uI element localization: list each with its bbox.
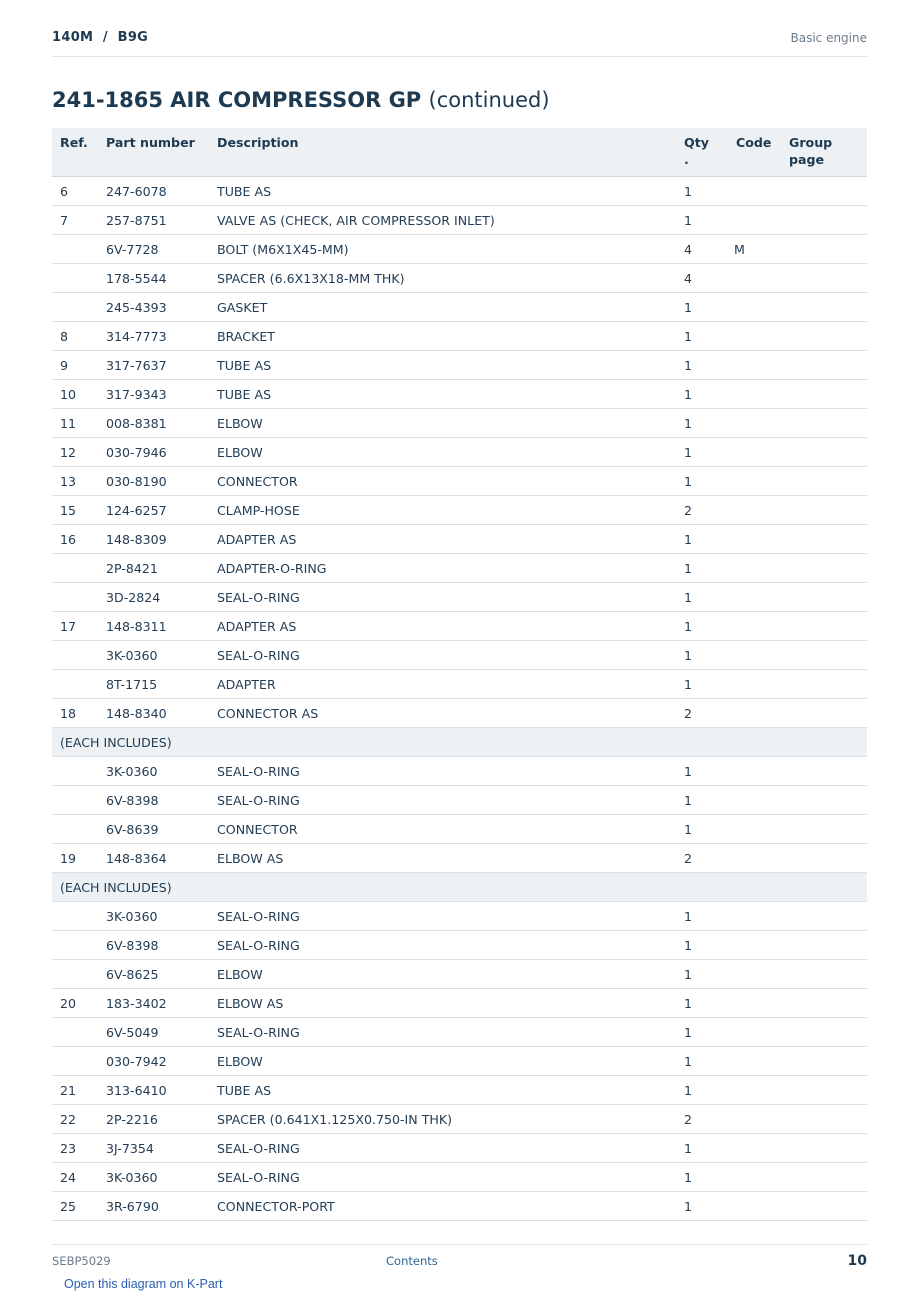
description-cell: ELBOW AS (209, 844, 682, 873)
code-cell (728, 960, 781, 989)
table-row (52, 815, 867, 844)
group-page-cell (781, 380, 867, 409)
description-cell: ELBOW AS (209, 989, 682, 1018)
description-cell: SEAL-O-RING (209, 583, 682, 612)
qty-cell: 1 (682, 989, 728, 1018)
ref-cell: 16 (52, 525, 98, 554)
page-title (52, 88, 550, 112)
part-number-cell: 6V-8639 (98, 815, 209, 844)
code-cell (728, 931, 781, 960)
table-row (52, 902, 867, 931)
col-code-header: Code (728, 128, 781, 177)
code-cell (728, 699, 781, 728)
group-page-cell (781, 235, 867, 264)
code-cell (728, 844, 781, 873)
table-row (52, 583, 867, 612)
ref-cell: 13 (52, 467, 98, 496)
group-page-cell (781, 989, 867, 1018)
ref-cell (52, 554, 98, 583)
qty-cell: 1 (682, 351, 728, 380)
table-row (52, 467, 867, 496)
table-row (52, 264, 867, 293)
table-row (52, 960, 867, 989)
part-number-cell: 2P-2216 (98, 1105, 209, 1134)
part-number-cell: 030-8190 (98, 467, 209, 496)
qty-cell: 4 (682, 264, 728, 293)
table-row (52, 409, 867, 438)
code-cell (728, 438, 781, 467)
group-page-cell (781, 815, 867, 844)
qty-cell: 1 (682, 1134, 728, 1163)
table-row (52, 699, 867, 728)
table-row (52, 380, 867, 409)
table-row (52, 757, 867, 786)
description-cell: ELBOW (209, 409, 682, 438)
code-cell (728, 1047, 781, 1076)
code-cell (728, 1105, 781, 1134)
qty-cell: 1 (682, 1163, 728, 1192)
table-header-row (52, 128, 867, 177)
description-cell: ADAPTER AS (209, 525, 682, 554)
col-desc-header: Description (209, 128, 682, 177)
part-number-cell: 183-3402 (98, 989, 209, 1018)
table-row (52, 293, 867, 322)
code-cell (728, 206, 781, 235)
group-page-cell (781, 438, 867, 467)
table-row (52, 641, 867, 670)
group-page-cell (781, 902, 867, 931)
part-number-cell: 8T-1715 (98, 670, 209, 699)
title-main: 241-1865 AIR COMPRESSOR GP (52, 88, 422, 112)
code-cell (728, 670, 781, 699)
qty-cell: 1 (682, 612, 728, 641)
qty-cell: 1 (682, 409, 728, 438)
part-number-cell: 2P-8421 (98, 554, 209, 583)
qty-cell: 1 (682, 1076, 728, 1105)
description-cell: ELBOW (209, 438, 682, 467)
description-cell: SEAL-O-RING (209, 641, 682, 670)
group-page-cell (781, 525, 867, 554)
description-cell: CONNECTOR (209, 815, 682, 844)
ref-cell (52, 264, 98, 293)
qty-cell: 1 (682, 177, 728, 206)
table-row (52, 1163, 867, 1192)
table-row (52, 1018, 867, 1047)
table-row (52, 612, 867, 641)
part-number-cell: 6V-8398 (98, 786, 209, 815)
part-number-cell: 317-9343 (98, 380, 209, 409)
group-page-cell (781, 699, 867, 728)
part-number-cell: 3K-0360 (98, 757, 209, 786)
code-cell (728, 264, 781, 293)
group-page-cell (781, 554, 867, 583)
group-page-cell (781, 264, 867, 293)
description-cell: ADAPTER (209, 670, 682, 699)
table-row (52, 931, 867, 960)
ref-cell (52, 931, 98, 960)
ref-cell (52, 235, 98, 264)
qty-cell: 4 (682, 235, 728, 264)
table-row (52, 322, 867, 351)
qty-cell: 1 (682, 293, 728, 322)
qty-cell: 1 (682, 1047, 728, 1076)
part-number-cell: 245-4393 (98, 293, 209, 322)
part-number-cell: 257-8751 (98, 206, 209, 235)
description-cell: SEAL-O-RING (209, 757, 682, 786)
description-cell: TUBE AS (209, 177, 682, 206)
qty-cell: 1 (682, 525, 728, 554)
code-cell (728, 1076, 781, 1105)
ref-cell (52, 786, 98, 815)
ref-cell: 24 (52, 1163, 98, 1192)
part-number-cell: 313-6410 (98, 1076, 209, 1105)
ref-cell (52, 1047, 98, 1076)
table-row (52, 525, 867, 554)
part-number-cell: 3K-0360 (98, 1163, 209, 1192)
description-cell: ELBOW (209, 960, 682, 989)
qty-cell: 1 (682, 931, 728, 960)
part-number-cell: 247-6078 (98, 177, 209, 206)
part-number-cell: 178-5544 (98, 264, 209, 293)
section-label: Basic engine (790, 31, 867, 45)
group-page-cell (781, 844, 867, 873)
code-cell (728, 467, 781, 496)
ref-cell (52, 960, 98, 989)
group-page-cell (781, 757, 867, 786)
group-page-cell (781, 1076, 867, 1105)
qty-cell: 1 (682, 670, 728, 699)
qty-cell: 2 (682, 699, 728, 728)
table-row (52, 786, 867, 815)
description-cell: SEAL-O-RING (209, 931, 682, 960)
part-number-cell: 3K-0360 (98, 902, 209, 931)
part-number-cell: 314-7773 (98, 322, 209, 351)
description-cell: SEAL-O-RING (209, 786, 682, 815)
group-page-cell (781, 960, 867, 989)
code-cell (728, 496, 781, 525)
qty-cell: 1 (682, 380, 728, 409)
col-part-header: Part number (98, 128, 209, 177)
part-number-cell: 6V-7728 (98, 235, 209, 264)
ref-cell: 21 (52, 1076, 98, 1105)
qty-cell: 1 (682, 206, 728, 235)
code-cell (728, 583, 781, 612)
group-page-cell (781, 1018, 867, 1047)
qty-cell: 2 (682, 1105, 728, 1134)
group-page-cell (781, 409, 867, 438)
part-number-cell: 008-8381 (98, 409, 209, 438)
table-row (52, 206, 867, 235)
title-suffix: (continued) (428, 88, 550, 112)
part-number-cell: 124-6257 (98, 496, 209, 525)
table-row (52, 1105, 867, 1134)
group-page-cell (781, 322, 867, 351)
ref-cell: 20 (52, 989, 98, 1018)
group-page-cell (781, 931, 867, 960)
description-cell: CONNECTOR AS (209, 699, 682, 728)
code-cell (728, 177, 781, 206)
includes-note-row (52, 728, 867, 757)
qty-cell: 1 (682, 641, 728, 670)
code-cell (728, 902, 781, 931)
description-cell: SEAL-O-RING (209, 1134, 682, 1163)
ref-cell (52, 293, 98, 322)
ref-cell: 19 (52, 844, 98, 873)
part-number-cell: 030-7946 (98, 438, 209, 467)
part-number-cell: 030-7942 (98, 1047, 209, 1076)
description-cell: CONNECTOR-PORT (209, 1192, 682, 1221)
table-row (52, 1047, 867, 1076)
description-cell: TUBE AS (209, 351, 682, 380)
document-number: SEBP5029 (52, 1254, 111, 1268)
qty-cell: 1 (682, 902, 728, 931)
description-cell: SEAL-O-RING (209, 1018, 682, 1047)
code-cell (728, 757, 781, 786)
group-page-cell (781, 641, 867, 670)
group-page-cell (781, 1047, 867, 1076)
description-cell: GASKET (209, 293, 682, 322)
ref-cell: 10 (52, 380, 98, 409)
table-row (52, 1076, 867, 1105)
group-page-cell (781, 1192, 867, 1221)
description-cell: ELBOW (209, 1047, 682, 1076)
qty-cell: 1 (682, 554, 728, 583)
part-number-cell: 3R-6790 (98, 1192, 209, 1221)
includes-note: (EACH INCLUDES) (52, 728, 867, 757)
code-cell (728, 786, 781, 815)
ref-cell (52, 815, 98, 844)
description-cell: CONNECTOR (209, 467, 682, 496)
table-row (52, 554, 867, 583)
qty-cell: 1 (682, 1192, 728, 1221)
ref-cell (52, 641, 98, 670)
description-cell: TUBE AS (209, 380, 682, 409)
code-cell (728, 293, 781, 322)
description-cell: SEAL-O-RING (209, 902, 682, 931)
code-cell (728, 525, 781, 554)
qty-cell: 1 (682, 583, 728, 612)
ref-cell (52, 757, 98, 786)
table-row (52, 844, 867, 873)
table-row (52, 1192, 867, 1221)
group-page-cell (781, 177, 867, 206)
group-page-cell (781, 467, 867, 496)
part-number-cell: 148-8340 (98, 699, 209, 728)
code-cell (728, 351, 781, 380)
code-cell (728, 1018, 781, 1047)
description-cell: SPACER (6.6X13X18-MM THK) (209, 264, 682, 293)
code-cell (728, 989, 781, 1018)
ref-cell (52, 1018, 98, 1047)
page-header (52, 26, 867, 57)
description-cell: TUBE AS (209, 1076, 682, 1105)
description-cell: SPACER (0.641X1.125X0.750-IN THK) (209, 1105, 682, 1134)
page-number: 10 (847, 1253, 867, 1269)
group-page-cell (781, 351, 867, 380)
code-cell (728, 1163, 781, 1192)
group-page-cell (781, 206, 867, 235)
description-cell: ADAPTER-O-RING (209, 554, 682, 583)
description-cell: ADAPTER AS (209, 612, 682, 641)
col-ref-header: Ref. (52, 128, 98, 177)
group-page-cell (781, 612, 867, 641)
code-cell (728, 612, 781, 641)
qty-cell: 1 (682, 815, 728, 844)
group-page-cell (781, 583, 867, 612)
table-row (52, 177, 867, 206)
table-row (52, 351, 867, 380)
code-cell (728, 380, 781, 409)
code-cell (728, 409, 781, 438)
code-cell: M (728, 235, 781, 264)
part-number-cell: 3J-7354 (98, 1134, 209, 1163)
part-number-cell: 317-7637 (98, 351, 209, 380)
description-cell: SEAL-O-RING (209, 1163, 682, 1192)
includes-note-row (52, 873, 867, 902)
ref-cell: 22 (52, 1105, 98, 1134)
includes-note: (EACH INCLUDES) (52, 873, 867, 902)
part-number-cell: 6V-8398 (98, 931, 209, 960)
ref-cell: 18 (52, 699, 98, 728)
part-number-cell: 6V-8625 (98, 960, 209, 989)
code-cell (728, 1134, 781, 1163)
group-page-cell (781, 786, 867, 815)
qty-cell: 1 (682, 467, 728, 496)
description-cell: BOLT (M6X1X45-MM) (209, 235, 682, 264)
qty-cell: 1 (682, 960, 728, 989)
ref-cell: 25 (52, 1192, 98, 1221)
group-page-cell (781, 1105, 867, 1134)
table-row (52, 989, 867, 1018)
description-cell: BRACKET (209, 322, 682, 351)
group-page-cell (781, 1163, 867, 1192)
description-cell: CLAMP-HOSE (209, 496, 682, 525)
group-page-cell (781, 1134, 867, 1163)
ref-cell: 11 (52, 409, 98, 438)
part-number-cell: 6V-5049 (98, 1018, 209, 1047)
qty-cell: 1 (682, 786, 728, 815)
description-cell: VALVE AS (CHECK, AIR COMPRESSOR INLET) (209, 206, 682, 235)
kpart-link[interactable]: Open this diagram on K-Part (64, 1277, 223, 1291)
code-cell (728, 554, 781, 583)
part-number-cell: 3D-2824 (98, 583, 209, 612)
ref-cell: 8 (52, 322, 98, 351)
col-group-header: Group page (781, 128, 867, 177)
qty-cell: 2 (682, 844, 728, 873)
model-label: 140M / B9G (52, 30, 149, 45)
table-row (52, 670, 867, 699)
qty-cell: 1 (682, 757, 728, 786)
col-qty-header: Qty . (682, 128, 728, 177)
code-cell (728, 815, 781, 844)
qty-cell: 1 (682, 438, 728, 467)
ref-cell: 12 (52, 438, 98, 467)
table-row (52, 496, 867, 525)
code-cell (728, 1192, 781, 1221)
table-row (52, 235, 867, 264)
ref-cell: 17 (52, 612, 98, 641)
ref-cell: 6 (52, 177, 98, 206)
ref-cell: 15 (52, 496, 98, 525)
qty-cell: 1 (682, 1018, 728, 1047)
table-row (52, 438, 867, 467)
part-number-cell: 148-8311 (98, 612, 209, 641)
page-footer (52, 1244, 867, 1275)
ref-cell (52, 583, 98, 612)
group-page-cell (781, 293, 867, 322)
code-cell (728, 322, 781, 351)
ref-cell (52, 902, 98, 931)
ref-cell: 9 (52, 351, 98, 380)
group-page-cell (781, 496, 867, 525)
table-row (52, 1134, 867, 1163)
group-page-cell (781, 670, 867, 699)
part-number-cell: 3K-0360 (98, 641, 209, 670)
contents-link[interactable]: Contents (386, 1254, 438, 1268)
ref-cell (52, 670, 98, 699)
ref-cell: 23 (52, 1134, 98, 1163)
part-number-cell: 148-8364 (98, 844, 209, 873)
qty-cell: 1 (682, 322, 728, 351)
qty-cell: 2 (682, 496, 728, 525)
ref-cell: 7 (52, 206, 98, 235)
part-number-cell: 148-8309 (98, 525, 209, 554)
parts-table (52, 128, 867, 1221)
code-cell (728, 641, 781, 670)
